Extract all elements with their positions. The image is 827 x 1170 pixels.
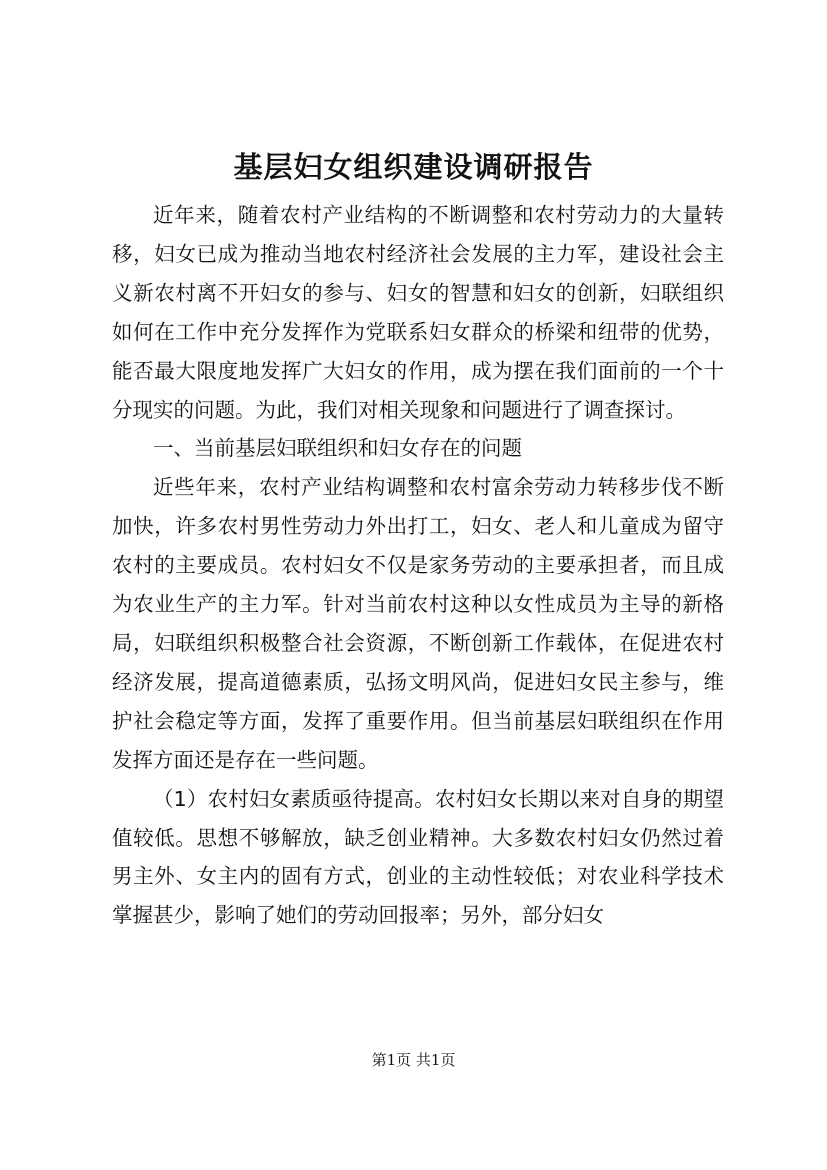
document-body xyxy=(112,196,724,935)
section-heading-1: 一、当前基层妇联组织和妇女存在的问题 xyxy=(153,436,522,461)
paragraph-background: 近些年来，农村产业结构调整和农村富余劳动力转移步伐不断加快，许多农村男性劳动力外出打工，妇女、老人和儿童成为留守农村的主要成员。农村妇女不仅是家务劳动的主要承担者，而且成为农业生产的主力军。针对当前农村这种以女性成员为主导的新格局，妇联组织积极整合社会资源，不断创新工作载体，在促进农村经济发展，提高道德素质，弘扬文明风尚，促进妇女民主参与，维护社会稳定等方面，发挥了重要作用。但当前基层妇联组织在作用发挥方面还是存在一些问题。 xyxy=(112,475,724,772)
document-title: 基层妇女组织建设调研报告 xyxy=(233,150,594,184)
paragraph-intro: 近年来，随着农村产业结构的不断调整和农村劳动力的大量转移，妇女已成为推动当地农村经济社会发展的主力军，建设社会主义新农村离不开妇女的参与、妇女的智慧和妇女的创新，妇联组织如何在工作中充分发挥作为党联系妇女群众的桥梁和纽带的优势，能否最大限度地发挥广大妇女的作用，成为摆在我们面前的一个十分现实的问题。为此，我们对相关现象和问题进行了调查探讨。 xyxy=(112,203,724,422)
paragraph-item-1: （1）农村妇女素质亟待提高。农村妇女长期以来对自身的期望值较低。思想不够解放，缺乏创业精神。大多数农村妇女仍然过着男主外、女主内的固有方式，创业的主动性较低；对农业科学技术掌握甚少，影响了她们的劳动回报率；另外，部分妇女 xyxy=(112,786,724,928)
page-footer: 第1页 共1页 xyxy=(371,1051,456,1069)
